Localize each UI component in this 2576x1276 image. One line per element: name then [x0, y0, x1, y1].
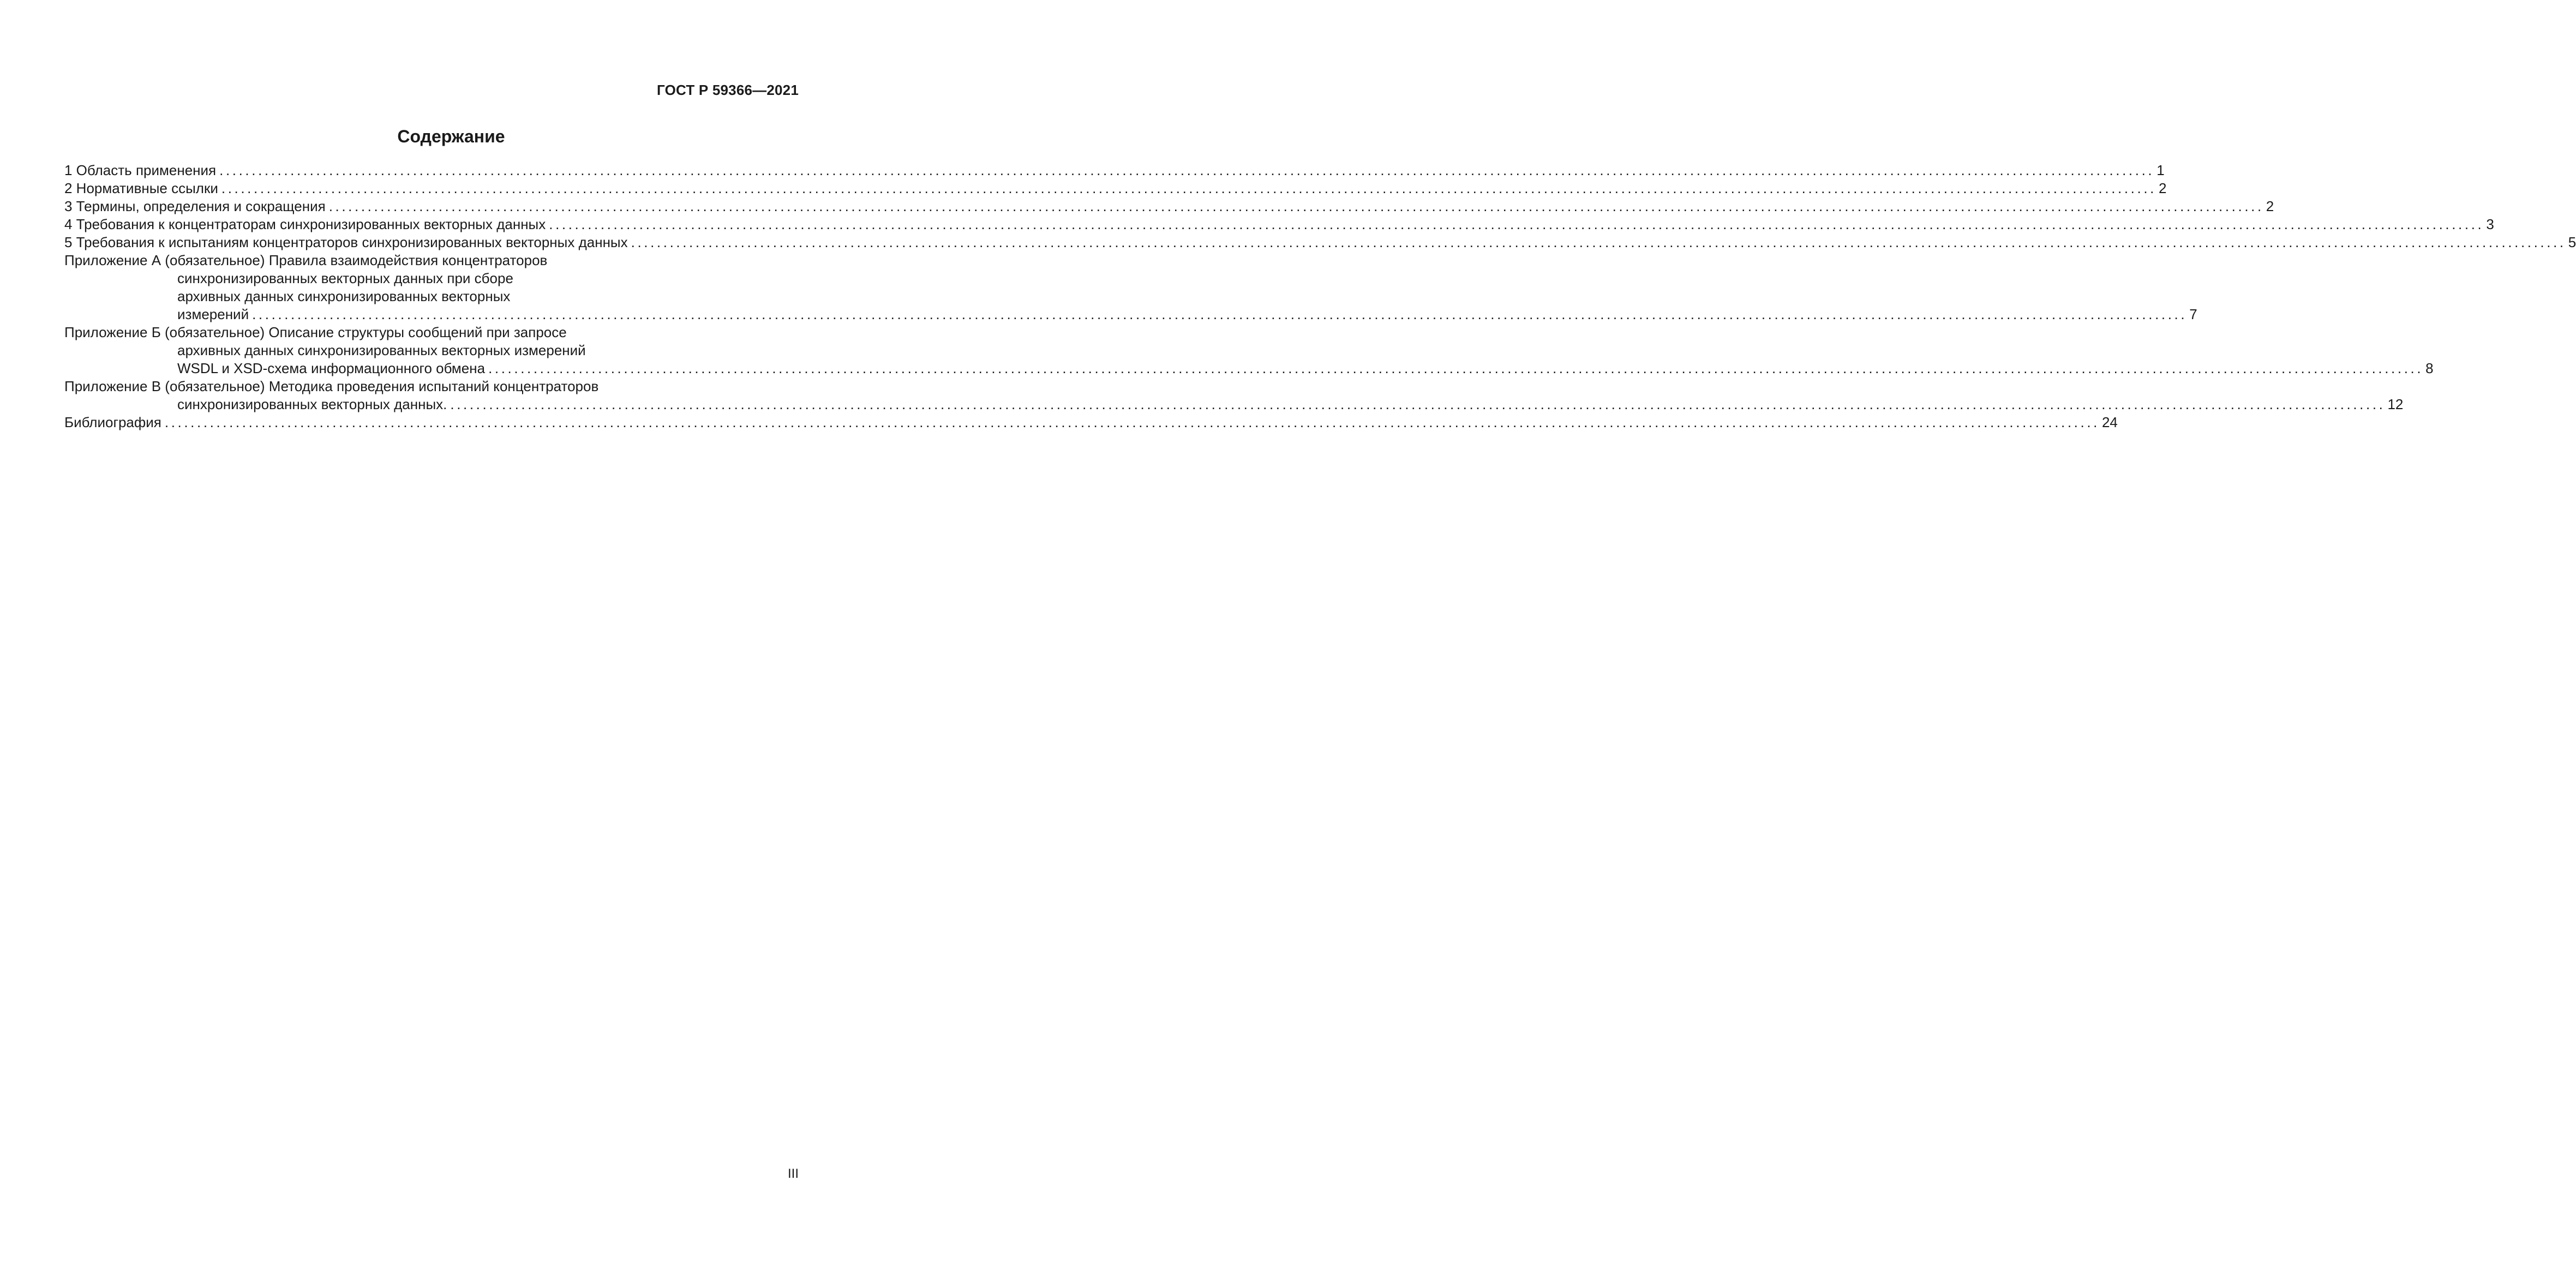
toc-entry-line [64, 378, 799, 396]
toc-page-number: 2 [2158, 180, 2167, 196]
dot-leader: ............................................................................................................................................................................................................................................................................................................ [328, 198, 2264, 214]
toc-entry-line [64, 251, 799, 269]
dot-leader: ............................................................................................................................................................................................................................................................................................................ [252, 306, 2188, 322]
toc-entry-line [64, 197, 2274, 215]
toc-entry-text: архивных данных синхронизированных векторных [177, 288, 511, 304]
dot-leader: ............................................................................................................................................................................................................................................................................................................ [219, 162, 2155, 178]
toc-entry-text: Приложение В (обязательное) Методика проведения испытаний концентраторов [64, 378, 599, 394]
toc-entry-line [64, 179, 2167, 197]
toc-entry-line [64, 269, 799, 287]
toc-entry-text: измерений [177, 306, 249, 322]
document-code: ГОСТ Р 59366—2021 [657, 82, 799, 98]
dot-leader: ............................................................................................................................................................................................................................................................................................................ [631, 234, 2566, 250]
toc-page-number: 8 [2425, 360, 2434, 376]
toc-entry-text: Приложение Б (обязательное) Описание структуры сообщений при запросе [64, 324, 567, 340]
toc-page-number: 24 [2101, 414, 2118, 430]
toc-entry-text: Приложение А (обязательное) Правила взаимодействия концентраторов [64, 252, 548, 268]
toc-entry-line [64, 360, 2434, 378]
toc-entry[interactable] [64, 179, 2167, 197]
toc-entry-text: 2 Нормативные ссылки [64, 180, 218, 196]
toc-entry[interactable] [64, 161, 2165, 179]
toc-entry-text: 4 Требования к концентраторам синхронизированных векторных данных [64, 216, 546, 232]
toc-entry-line [64, 414, 2118, 432]
dot-leader: ............................................................................................................................................................................................................................................................................................................ [164, 414, 2100, 430]
table-of-contents [64, 161, 2576, 432]
dot-leader: ............................................................................................................................................................................................................................................................................................................ [221, 180, 2156, 196]
toc-page-number: 5 [2568, 234, 2576, 250]
toc-entry-text: синхронизированных векторных данных. [177, 396, 447, 412]
toc-entry-line [64, 305, 2197, 324]
toc-entry-line [64, 324, 799, 342]
toc-entry-text: 3 Термины, определения и сокращения [64, 198, 326, 214]
page-number: III [787, 1166, 799, 1181]
toc-entry[interactable] [64, 233, 2576, 251]
dot-leader: ............................................................................................................................................................................................................................................................................................................ [488, 360, 2424, 376]
toc-entry-line [64, 215, 2494, 233]
toc-entry-line [64, 342, 799, 360]
toc-entry-line [64, 287, 799, 305]
dot-leader: ............................................................................................................................................................................................................................................................................................................ [450, 396, 2386, 412]
toc-page-number: 3 [2486, 216, 2494, 232]
toc-page-number: 2 [2266, 198, 2274, 214]
toc-entry-text: синхронизированных векторных данных при сборе [177, 270, 513, 286]
toc-entry-text: 1 Область применения [64, 162, 217, 178]
toc-entry-line [64, 233, 2576, 251]
toc-entry-line [64, 161, 2165, 179]
toc-page-number: 7 [2189, 306, 2197, 322]
toc-page-number: 1 [2156, 162, 2165, 178]
toc-entry[interactable] [64, 251, 2197, 324]
toc-entry[interactable] [64, 414, 2118, 432]
toc-entry-line [64, 396, 2404, 414]
toc-entry-text: 5 Требования к испытаниям концентраторов синхронизированных векторных данных [64, 234, 628, 250]
toc-page-number: 12 [2387, 396, 2404, 412]
toc-entry-text: Библиография [64, 414, 161, 430]
toc-entry[interactable] [64, 215, 2494, 233]
page-title: Содержание [397, 127, 505, 146]
toc-entry[interactable] [64, 197, 2274, 215]
dot-leader: ............................................................................................................................................................................................................................................................................................................ [549, 216, 2484, 232]
toc-entry[interactable] [64, 378, 2404, 414]
toc-entry-text: WSDL и XSD-схема информационного обмена [177, 360, 486, 376]
toc-entry[interactable] [64, 324, 2434, 378]
toc-entry-text: архивных данных синхронизированных векторных измерений [177, 342, 586, 358]
